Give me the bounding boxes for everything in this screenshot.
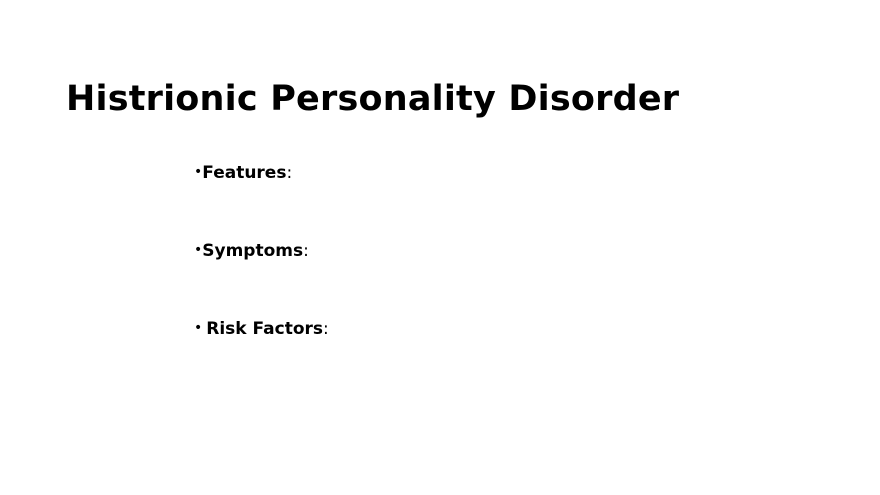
bullet-point-icon: • [194,242,203,258]
list-item-label: Risk Factors [206,319,323,339]
page-title: Histrionic Personality Disorder [66,79,680,120]
bullet-list [194,162,794,339]
bullet-point-icon: • [194,164,203,180]
bullet-point-icon: • [194,320,207,336]
list-item-suffix: : [286,163,293,183]
list-item-label: Features [202,163,287,183]
list-item-suffix: : [323,319,329,339]
list-item [194,240,794,261]
list-item [194,318,794,339]
list-item [194,162,794,183]
list-item-label: Symptoms [202,241,304,261]
list-item-suffix: : [303,241,309,261]
